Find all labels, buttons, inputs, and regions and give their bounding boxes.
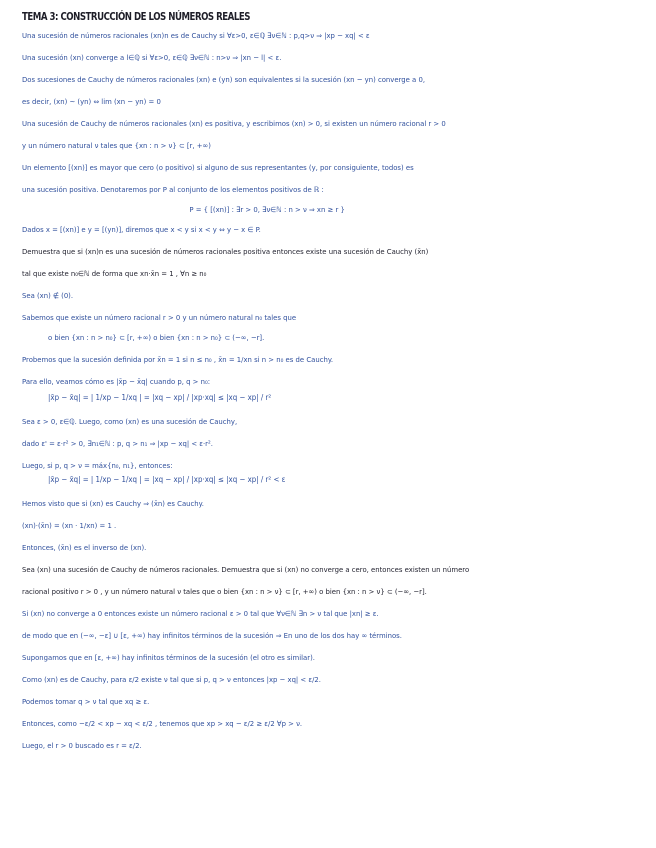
text-line: Sea (xn) una sucesión de Cauchy de números racionales. Demuestra que si (xn) no converge a cero, entonces existen un número [22, 565, 470, 574]
text-line: Sea ε > 0, ε∈ℚ. Luego, como (xn) es una sucesión de Cauchy, [22, 417, 238, 426]
text-line: de modo que en (−∞, −ε] ∪ [ε, +∞) hay infinitos términos de la sucesión ⇒ En uno de los dos hay ∞ términos. [22, 631, 402, 640]
notes-content [22, 30, 638, 752]
text-line: Si (xn) no converge a 0 entonces existe un número racional ε > 0 tal que ∀ν∈ℕ ∃n > ν tal que |xn| ≥ ε. [22, 609, 379, 618]
text-line: Sea (xn) ∉ (0). [22, 291, 74, 300]
text-line: Una sucesión de números racionales (xn)n es de Cauchy si ∀ε>0, ε∈ℚ ∃ν∈ℕ : p,q>ν ⇒ |xp − xq| < ε [22, 31, 370, 40]
text-line: Entonces, como −ε/2 < xp − xq < ε/2 , tenemos que xp > xq − ε/2 ≥ ε/2 ∀p > ν. [22, 719, 303, 728]
text-line: Entonces, (x̄n) es el inverso de (xn). [22, 543, 147, 552]
text-line: Demuestra que si (xn)n es una sucesión de números racionales positiva entonces existe una sucesión de Cauchy (x̄n) [22, 247, 429, 256]
text-line: Sabemos que existe un número racional r > 0 y un número natural n₀ tales que [22, 313, 297, 322]
text-line: y un número natural ν tales que {xn : n > ν} ⊂ [r, +∞) [22, 141, 211, 150]
text-line: Supongamos que en [ε, +∞) hay infinitos términos de la sucesión (el otro es similar). [22, 653, 315, 662]
text-line: Una sucesión de Cauchy de números racionales (xn) es positiva, y escribimos (xn) > 0, si existen un número racional r > 0 [22, 119, 446, 128]
text-line: Podemos tomar q > ν tal que xq ≥ ε. [22, 697, 150, 706]
text-line: |x̄p − x̄q| = | 1/xp − 1/xq | = |xq − xp| / |xp·xq| ≤ |xq − xp| / r² < ε [48, 475, 286, 484]
text-line: Hemos visto que si (xn) es Cauchy ⇒ (x̄n) es Cauchy. [22, 499, 204, 508]
text-line: racional positivo r > 0 , y un número natural ν tales que o bien {xn : n > ν} ⊂ [r, +∞) o bien {xn : n > ν} ⊂ (−∞, −r]. [22, 587, 427, 596]
text-line: Dos sucesiones de Cauchy de números racionales (xn) e (yn) son equivalentes si la sucesión (xn − yn) converge a 0, [22, 75, 426, 84]
text-line: Para ello, veamos cómo es |x̄p − x̄q| cuando p, q > n₀: [22, 377, 211, 386]
text-line: Dados x = [(xn)] e y = [(yn)], diremos que x < y si x < y ⇔ y − x ∈ P. [22, 225, 261, 234]
text-line: Luego, si p, q > ν = máx{n₀, n₁}, entonces: [22, 461, 173, 470]
page-title: TEMA 3: CONSTRUCCIÓN DE LOS NÚMEROS REALES [22, 11, 250, 23]
text-line: |x̄p − x̄q| = | 1/xp − 1/xq | = |xq − xp| / |xp·xq| ≤ |xq − xp| / r² [48, 393, 272, 402]
text-line: Una sucesión (xn) converge a l∈ℚ si ∀ε>0, ε∈ℚ ∃ν∈ℕ : n>ν ⇒ |xn − l| < ε. [22, 53, 282, 62]
text-line: Luego, el r > 0 buscado es r = ε/2. [22, 741, 142, 750]
text-line: una sucesión positiva. Denotaremos por P al conjunto de los elementos positivos de ℝ : [22, 185, 324, 194]
text-line: es decir, (xn) ~ (yn) ⇔ lim (xn − yn) = 0 [22, 97, 161, 106]
text-line: Un elemento [(xn)] es mayor que cero (o positivo) si alguno de sus representantes (y, por consiguiente, todos) es [22, 163, 414, 172]
text-line: o bien {xn : n > n₀} ⊂ [r, +∞) o bien {xn : n > n₀} ⊂ (−∞, −r]. [48, 333, 265, 342]
text-line: dado ε' = ε·r² > 0, ∃n₁∈ℕ : p, q > n₁ ⇒ |xp − xq| < ε·r². [22, 439, 213, 448]
text-line: (xn)·(x̄n) = (xn · 1/xn) = 1 . [22, 521, 117, 530]
text-line: tal que existe n₀∈ℕ de forma que xn·x̄n = 1 , ∀n ≥ n₀ [22, 269, 207, 278]
text-line: Como (xn) es de Cauchy, para ε/2 existe ν tal que si p, q > ν entonces |xp − xq| < ε/2. [22, 675, 321, 684]
text-line: P = { [(xn)] : ∃r > 0, ∃ν∈ℕ : n > ν ⇒ xn ≥ r } [189, 205, 345, 214]
text-line: Probemos que la sucesión definida por x̄n = 1 si n ≤ n₀ , x̄n = 1/xn si n > n₀ es de Cauchy. [22, 355, 334, 364]
